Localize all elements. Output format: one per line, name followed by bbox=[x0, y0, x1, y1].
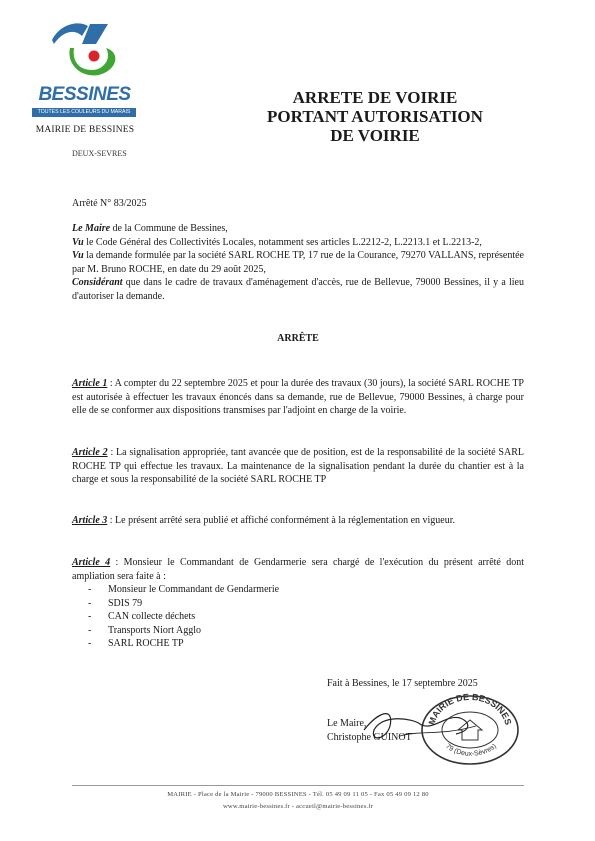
article-2-label: Article 2 bbox=[72, 447, 108, 458]
logo-tagline: TOUTES LES COULEURS DU MARAIS bbox=[32, 108, 136, 117]
arrete-number: Arrêté N° 83/2025 bbox=[72, 198, 147, 209]
mairie-name: MAIRIE DE BESSINES bbox=[35, 125, 135, 135]
logo-blue-stroke bbox=[52, 23, 88, 44]
recipients-list bbox=[88, 583, 279, 651]
bessines-logo-icon bbox=[48, 22, 124, 84]
article-3 bbox=[72, 514, 524, 528]
place-and-date: Fait à Bessines, le 17 septembre 2025 bbox=[327, 678, 478, 689]
article-3-text: : Le présent arrêté sera publié et affiché conformément à la réglementation en vigueur. bbox=[107, 515, 455, 526]
footer-address: MAIRIE - Place de la Mairie - 79000 BESSINES - Tél. 05 49 09 11 05 - Fax 05 49 09 12 80 bbox=[167, 791, 429, 798]
document-title bbox=[230, 88, 520, 145]
list-bullet: - bbox=[88, 611, 92, 623]
article-4 bbox=[72, 556, 524, 583]
list-bullet: - bbox=[88, 584, 92, 595]
keyword-le-maire: Le Maire bbox=[72, 223, 111, 234]
title-line-1: ARRETE DE VOIRIE bbox=[292, 88, 458, 107]
preamble-considerant-text: que dans le cadre de travaux d'aménagement d'accès, rue de Bellevue, 79000 Bessines, il y a lieu d'autoriser la demande. bbox=[72, 277, 524, 302]
keyword-considerant: Considérant bbox=[72, 277, 123, 289]
title-line-2: PORTANT AUTORISATION bbox=[267, 107, 483, 126]
list-item: - Monsieur le Commandant de Gendarmerie bbox=[88, 584, 280, 595]
preamble-vu-1 bbox=[72, 236, 524, 250]
article-4-label: Article 4 bbox=[72, 557, 111, 568]
footer-divider bbox=[72, 785, 524, 786]
stamp-bottom-text: 79 (Deux-Sèvres) bbox=[444, 742, 498, 758]
list-item: - SARL ROCHE TP bbox=[88, 638, 184, 650]
preamble bbox=[72, 222, 524, 304]
preamble-vu-2-text: la demande formulée par la société SARL ROCHE TP, 17 rue de la Courance, 79270 VALLANS, représentée par M. Bruno ROCHE, en date du 29 août 2025, bbox=[72, 250, 524, 275]
department-name: DEUX-SEVRES bbox=[72, 149, 127, 158]
article-1 bbox=[72, 377, 524, 418]
article-4-text: : Monsieur le Commandant de Gendarmerie sera chargé de l'exécution du présent arrêté dont ampliation sera faite à : bbox=[72, 557, 525, 582]
preamble-maire bbox=[72, 222, 524, 236]
stamp-top-text: MAIRIE DE BESSINES bbox=[426, 691, 514, 727]
preamble-considerant bbox=[72, 276, 524, 303]
signatory-name: Christophe GUINOT bbox=[327, 732, 412, 743]
footer-contact: www.mairie-bessines.fr - accueil@mairie-bessines.fr bbox=[222, 803, 374, 810]
logo-red-dot bbox=[89, 51, 100, 62]
keyword-vu-1: Vu bbox=[72, 236, 84, 248]
preamble-vu-1-text: le Code Général des Collectivités Locales, notamment ses articles L.2212-2, L.2213.1 et L.2213-2, bbox=[83, 236, 482, 248]
keyword-vu-2: Vu bbox=[72, 250, 84, 262]
article-1-label: Article 1 bbox=[72, 378, 108, 389]
article-3-label: Article 3 bbox=[72, 515, 108, 526]
list-bullet: - bbox=[88, 624, 92, 636]
list-item: - CAN collecte déchets bbox=[88, 611, 196, 623]
article-1-text: : A compter du 22 septembre 2025 et pour la durée des travaux (30 jours), la société SARL ROCHE TP est autorisée à effectuer les travaux énoncés dans sa demande, rue de Bellevue, 79000 Bessines, à charge pour elle de se conformer aux dispositions transmises par l'adjoint en charge de la voirie. bbox=[72, 378, 524, 417]
signatory-role: Le Maire, bbox=[327, 718, 367, 729]
article-2-text: : La signalisation appropriée, tant avancée que de position, est de la responsabilité de la société SARL ROCHE TP qui effectue les travaux. La maintenance de la signalisation pendant la durée du chantier est à la charge et sous la responsabilité de la société SARL ROCHE TP bbox=[72, 447, 524, 486]
list-bullet: - bbox=[88, 638, 92, 650]
list-bullet: - bbox=[88, 597, 92, 609]
logo-wordmark: BESSINES bbox=[38, 84, 131, 105]
preamble-maire-text: de la Commune de Bessines, bbox=[110, 223, 228, 234]
list-item: - SDIS 79 bbox=[88, 597, 143, 609]
arrete-heading: ARRÊTE bbox=[277, 333, 319, 344]
title-line-3: DE VOIRIE bbox=[330, 126, 420, 145]
article-2 bbox=[72, 446, 524, 487]
list-item: - Transports Niort Agglo bbox=[88, 624, 201, 636]
preamble-vu-2 bbox=[72, 249, 524, 276]
